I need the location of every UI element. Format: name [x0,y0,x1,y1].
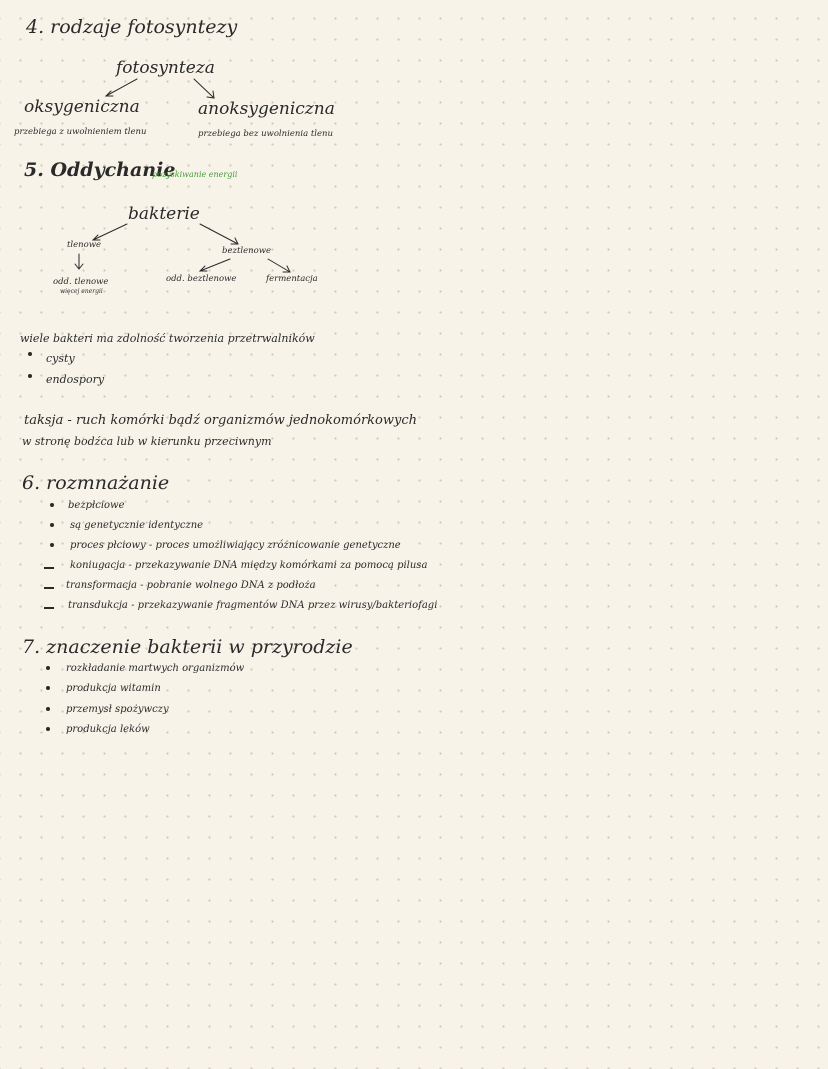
bullet [46,727,50,731]
arrowhead-left [106,91,113,96]
taxis-definition-cont: w stronę bodźca lub w kierunku przeciwnym [22,435,272,448]
anoxygenic-label: anoksygeniczna [198,99,335,119]
arrow-anaerobic-left [200,259,230,271]
bullet [46,666,50,670]
photosynthesis-root: fotosynteza [116,58,215,78]
dash [44,567,54,569]
reproduction-item-identical: są genetycznie identyczne [70,520,204,531]
section-7-title: 7. znaczenie bakterii w przyrodzie [22,636,353,658]
bullet [46,686,50,690]
arrow-anaerobic-right [268,259,290,272]
bullet [50,503,54,507]
importance-item-vitamins: produkcja witamin [66,683,161,694]
aerobic-result-note: więcej energii [60,288,103,295]
spore-item-endospores: endospory [46,373,105,386]
arrow-anaerobic [200,224,238,244]
arrow-left [106,79,137,96]
energy-note: pozyskiwanie energii [152,170,238,179]
bullet [50,543,54,547]
bullet [28,374,32,378]
aerobic-label: tlenowe [67,240,102,250]
reproduction-item-conjugation: koniugacja - przekazywanie DNA między komórkami za pomocą pilusa [70,560,428,571]
importance-item-decomposition: rozkładanie martwych organizmów [66,663,245,674]
oxygenic-label: oksygeniczna [24,97,140,117]
dash [44,587,54,589]
anaerobic-label: beztlenowe [222,246,272,256]
bullet [46,707,50,711]
importance-item-food-industry: przemysł spożywczy [66,704,169,715]
taxis-definition: taksja - ruch komórki bądź organizmów jednokomórkowych [24,413,418,428]
bullet [50,523,54,527]
reproduction-item-asexual: bezpłciowe [68,500,125,511]
oxygenic-note: przebiega z uwolnieniem tlenu [14,127,147,137]
anoxygenic-note: przebiega bez uwolnienia tlenu [198,129,333,139]
importance-item-medicines: produkcja leków [66,724,150,735]
arrow-aerobic [93,224,127,240]
bullet [28,352,32,356]
arrow-right [194,79,214,98]
fermentation: fermentacja [266,274,318,284]
reproduction-item-transformation: transformacja - pobranie wolnego DNA z podłoża [66,580,316,591]
section-4-title: 4. rodzaje fotosyntezy [26,16,238,38]
section-6-title: 6. rozmnażanie [22,472,170,494]
dash [44,607,54,609]
reproduction-item-sexual: proces płciowy - proces umożliwiający zróżnicowanie genetyczne [70,540,401,551]
spore-item-cysts: cysty [46,352,75,365]
aerobic-result: odd. tlenowe [53,277,109,287]
section-5-title: 5. Oddychanie [24,159,176,181]
anaerobic-respiration: odd. beztlenowe [166,274,237,284]
reproduction-item-transduction: transdukcja - przekazywanie fragmentów DNA przez wirusy/bakteriofagi [68,600,438,611]
bacteria-root: bakterie [128,204,200,224]
spores-intro: wiele bakteri ma zdolność tworzenia przetrwalników [20,332,315,345]
